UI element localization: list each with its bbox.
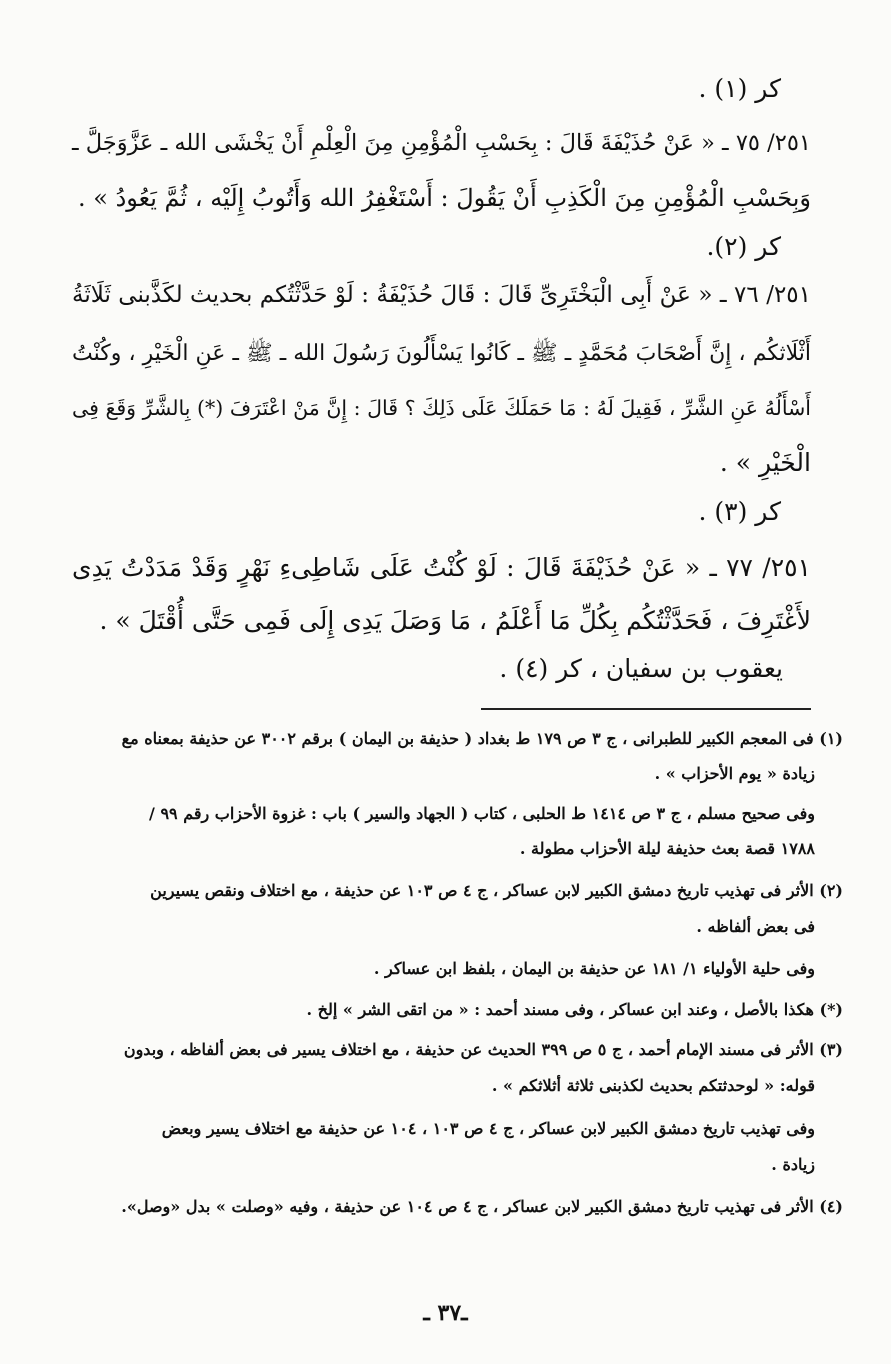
- footnote-3-line-1: (٣) الأثر فى مسند الإمام أحمد ، ج ٥ ص ٣٩٩ الحديث عن حذيفة ، مع اختلاف يسير فى بعض ألفاظه ، وبدون: [123, 1040, 843, 1059]
- footnote-2-line-3: وفى حلية الأولياء ١/ ١٨١ عن حذيفة بن اليمان ، بلفظ ابن عساكر .: [373, 959, 815, 978]
- footnote-1-line-1: (١) فى المعجم الكبير للطبرانى ، ج ٣ ص ١٧٩ ط بغداد ( حذيفة بن اليمان ) برقم ٣٠٠٢ عن حذيفة بمعناه مع: [121, 729, 843, 748]
- hadith-77-line-2: لأَغْتَرِفَ ، فَحَدَّثْتُكُم بِكُلِّ مَا أَعْلَمُ ، مَا وَصَلَ يَدِى إِلَى فَمِى حَتَّى أُقْتَلَ » .: [99, 606, 811, 635]
- source-ref-4: يعقوب بن سفيان ، كر (٤) .: [499, 654, 783, 683]
- source-ref-3: كر (٣) .: [698, 497, 781, 526]
- footnote-1-line-3: وفى صحيح مسلم ، ج ٣ ص ١٤١٤ ط الحلبى ، كتاب ( الجهاد والسير ) باب : غزوة الأحزاب رقم ٩٩ /: [149, 804, 815, 823]
- footnote-3-line-3: وفى تهذيب تاريخ دمشق الكبير لابن عساكر ، ج ٤ ص ١٠٣ ، ١٠٤ عن حذيفة مع اختلاف يسير وبعض: [161, 1119, 815, 1138]
- hadith-76-line-3: أَسْأَلُهُ عَنِ الشَّرِّ ، فَقِيلَ لَهُ : مَا حَمَلَكَ عَلَى ذَلِكَ ؟ قَالَ : إِنَّ مَنْ اعْتَرَفَ (*) بِالشَّرِّ وَقَعَ فِى: [72, 396, 811, 420]
- footnote-3-line-4: زيادة .: [771, 1155, 815, 1174]
- source-ref-2: كر (٢).: [706, 232, 781, 261]
- page-number: ـ٣٧ ـ: [423, 1300, 468, 1326]
- footnote-2-line-2: فى بعض ألفاظه .: [696, 917, 815, 936]
- hadith-76-line-4: الْخَيْرِ » .: [719, 448, 811, 477]
- hadith-75-line-2: وَبِحَسْبِ الْمُؤْمِنِ مِنَ الْكَذِبِ أَنْ يَقُولَ : أَسْتَغْفِرُ الله وَأَتُوبُ إِلَيْه ، ثُمَّ يَعُودُ » .: [78, 184, 811, 212]
- footnote-4-line-1: (٤) الأثر فى تهذيب تاريخ دمشق الكبير لابن عساكر ، ج ٤ ص ١٠٤ عن حذيفة ، وفيه «وصلت » بدل «وصل».: [121, 1197, 843, 1216]
- source-ref-1: كر (١) .: [698, 74, 781, 103]
- hadith-76-line-1: ٢٥١/ ٧٦ ـ « عَنْ أَبِى الْبَخْتَرِىِّ قَالَ : قَالَ حُذَيْفَةُ : لَوْ حَدَّثْتُكم بحديث لكَذَّبنى ثَلَاثَةُ: [72, 282, 812, 308]
- hadith-75-line-1: ٢٥١/ ٧٥ ـ « عَنْ حُذَيْفَةَ قَالَ : بِحَسْبِ الْمُؤْمِنِ مِنَ الْعِلْمِ أَنْ يَخْشَى الله ـ عَزَّوَجَلَّ ـ: [72, 130, 811, 156]
- footnote-2-line-1: (٢) الأثر فى تهذيب تاريخ دمشق الكبير لابن عساكر ، ج ٤ ص ١٠٣ عن حذيفة ، مع اختلاف ونقص يسيرين: [150, 881, 843, 900]
- hadith-76-line-2: أَثْلَاثكُم ، إِنَّ أَصْحَابَ مُحَمَّدٍ ـ ﷺ ـ كَانُوا يَسْأَلُونَ رَسُولَ الله ـ ﷺ ـ عَنِ الْخَيْرِ ، وكُنْتُ: [72, 341, 811, 366]
- footnote-1-line-4: ١٧٨٨ قصة بعث حذيفة ليلة الأحزاب مطولة .: [519, 839, 815, 858]
- footnote-1-line-2: زيادة « يوم الأحزاب » .: [654, 764, 815, 783]
- hadith-77-line-1: ٢٥١/ ٧٧ ـ « عَنْ حُذَيْفَةَ قَالَ : لَوْ كُنْتُ عَلَى شَاطِىءِ نَهْرٍ وَقَدْ مَدَدْتُ يَدِى: [72, 553, 811, 582]
- footnote-divider: [481, 708, 811, 710]
- footnote-star: (*) هكذا بالأصل ، وعند ابن عساكر ، وفى مسند أحمد : « من اتقى الشر » إلخ .: [306, 1000, 843, 1019]
- footnote-3-line-2: قوله: « لوحدثتكم بحديث لكذبنى ثلاثة أثلاثكم » .: [491, 1076, 815, 1095]
